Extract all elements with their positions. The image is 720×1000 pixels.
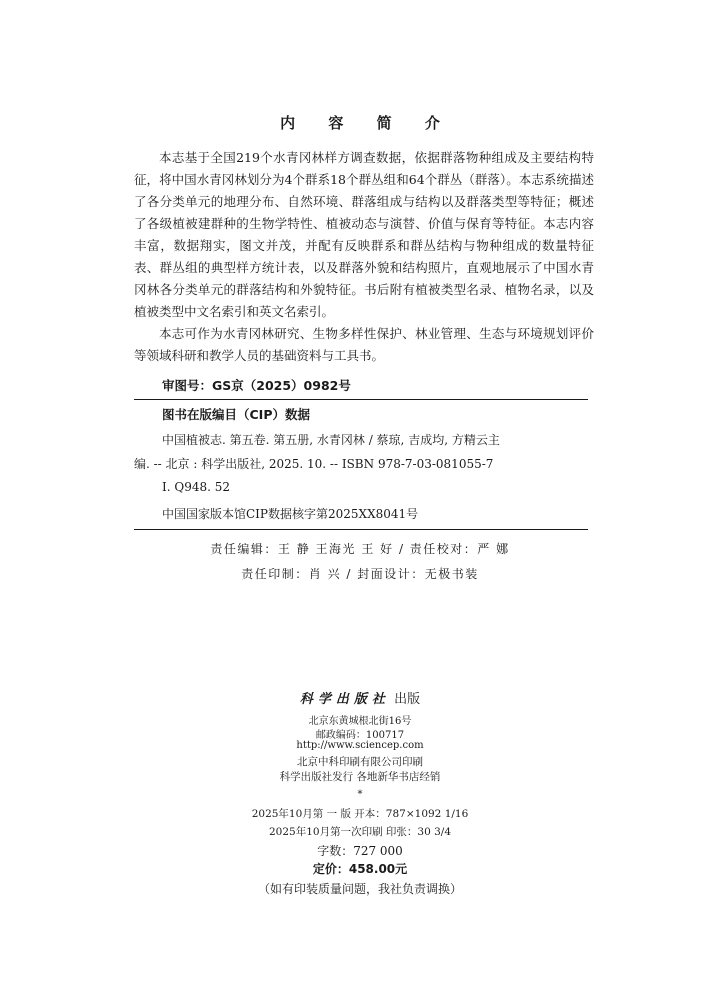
cip-line-4: 中国国家版本馆CIP数据核字第2025XX8041号: [162, 507, 419, 521]
distribution-info: 科学出版社发行 各地新华书店经销: [279, 771, 441, 783]
responsible-printing: 责任印制：肖 兴 / 封面设计：无极书装: [241, 567, 479, 581]
edition-line-2: 2025年10月第一次印刷 印张：30 3/4: [268, 826, 452, 838]
cip-line-2: 编. -- 北京 : 科学出版社, 2025. 10. -- ISBN 978-7-03-081055-7: [134, 457, 494, 471]
quality-notice: （如有印装质量问题，我社负责调换）: [257, 882, 462, 896]
summary-paragraph-2: 本志可作为水青冈林研究、生物多样性保护、林业管理、生态与环境规划评价等领域科研和教学人员的基础资料与工具书。: [134, 326, 594, 363]
cip-line-3: Ⅰ. Q948. 52: [162, 480, 231, 494]
edition-line-1: 2025年10月第 一 版 开本：787×1092 1/16: [251, 808, 469, 820]
page-title: 内 容 简 介: [280, 114, 454, 132]
separator-star: *: [357, 789, 363, 800]
cip-top-rule: [134, 399, 588, 400]
publisher-postcode: 邮政编码：100717: [315, 730, 405, 741]
cip-heading: 图书在版编目（CIP）数据: [162, 407, 310, 422]
price: 定价：458.00元: [312, 862, 408, 876]
publisher-line: [0, 688, 720, 707]
content-summary: [134, 147, 594, 367]
publisher-suffix: 出版: [394, 692, 421, 707]
printer-info: 北京中科印刷有限公司印刷: [297, 756, 423, 768]
cip-bottom-rule: [134, 529, 588, 530]
map-review-number: 审图号：GS京（2025）0982号: [162, 378, 351, 393]
responsible-editors: 责任编辑：王 静 王海光 王 好 / 责任校对：严 娜: [210, 542, 510, 556]
publisher-logo-text: 科学出版社: [299, 692, 390, 707]
word-count: 字数：727 000: [317, 844, 403, 858]
summary-paragraph-1: 本志基于全国219个水青冈林样方调查数据，依据群落物种组成及主要结构特征，将中国水青冈林划分为4个群系18个群丛组和64个群丛（群落）。本志系统描述了各分类单元的地理分布、自然环境、群落组成与结构以及群落类型等特征；概述了各级植被建群种的生物学特性、植被动态与演替、价值与保育等特征。本志内容丰富，数据翔实，图文并茂，并配有反映群系和群丛结构与物种组成的数量特征表、群丛组的典型样方统计表，以及群落外貌和结构照片，直观地展示了中国水青冈林各分类单元的群落结构和外貌特征。书后附有植被类型名录、植物名录，以及植被类型中文名索引和英文名索引。: [134, 150, 594, 319]
publisher-url: http://www.sciencep.com: [296, 740, 424, 751]
publisher-address: 北京东黄城根北街16号: [308, 716, 412, 727]
cip-line-1: 中国植被志. 第五卷. 第五册, 水青冈林 / 蔡琼, 吉成均, 方精云主: [162, 433, 500, 447]
